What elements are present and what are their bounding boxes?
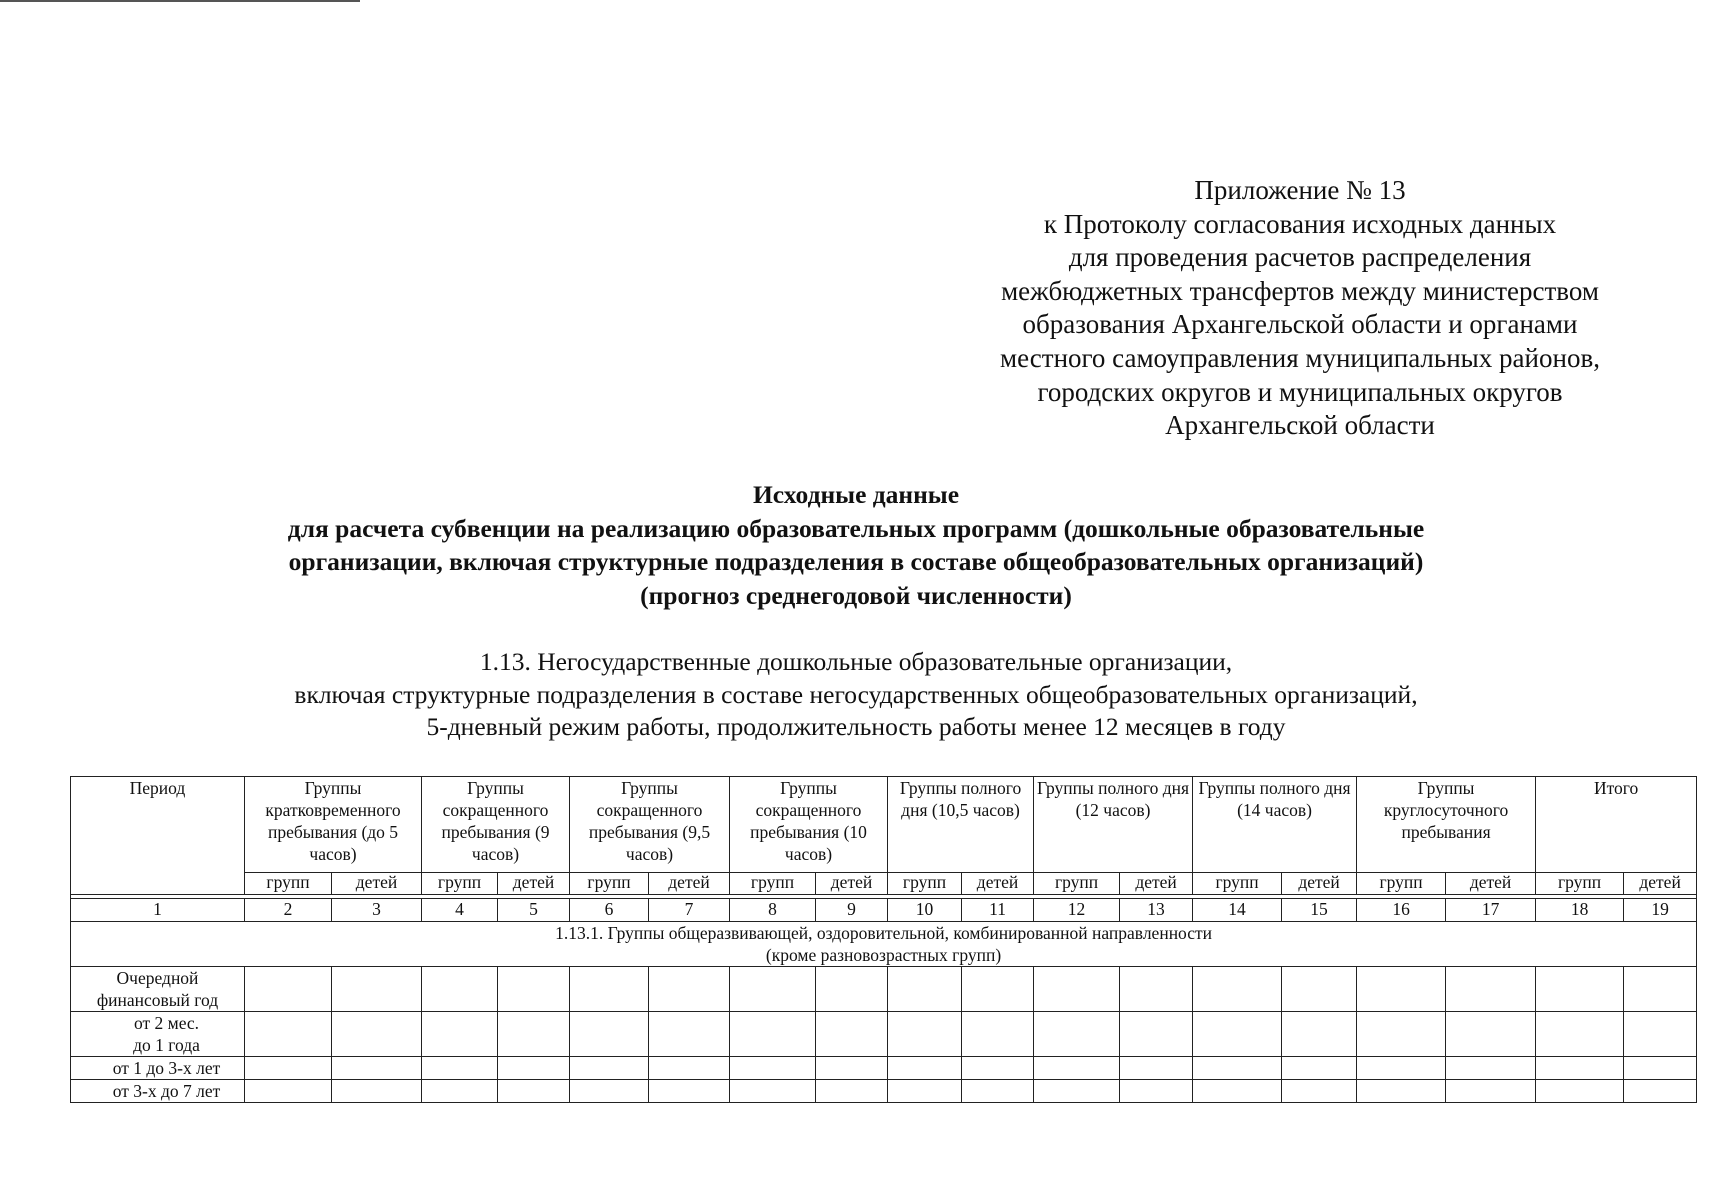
subheader-groups: групп [422, 873, 498, 895]
subheader-children: детей [1120, 873, 1193, 895]
data-cell[interactable] [1034, 1012, 1120, 1057]
document-title [0, 478, 1712, 612]
data-cell[interactable] [1357, 967, 1446, 1012]
subsection-title-line: 1.13.1. Группы общеразвивающей, оздоровительной, комбинированной направленности [555, 923, 1213, 943]
data-cell[interactable] [1357, 1057, 1446, 1080]
header-row [71, 777, 1697, 873]
annex-line: Приложение № 13 [1194, 175, 1406, 205]
data-cell[interactable] [1624, 1080, 1697, 1103]
data-cell[interactable] [1446, 1080, 1536, 1103]
column-number: 16 [1357, 899, 1446, 922]
subsection-title-line: (кроме разновозрастных групп) [765, 945, 1002, 965]
subheader-row [71, 873, 1697, 895]
column-number: 9 [816, 899, 888, 922]
data-cell[interactable] [649, 1080, 730, 1103]
data-cell[interactable] [730, 1012, 816, 1057]
title-line: организации, включая структурные подразделения в составе общеобразовательных организаций) [288, 547, 1424, 576]
data-cell[interactable] [1193, 1057, 1282, 1080]
data-cell[interactable] [1120, 967, 1193, 1012]
subheader-groups: групп [1034, 873, 1120, 895]
subsection-row [71, 922, 1697, 967]
data-cell[interactable] [1282, 1080, 1357, 1103]
data-cell[interactable] [245, 1012, 332, 1057]
data-cell[interactable] [1034, 1057, 1120, 1080]
subheader-children: детей [816, 873, 888, 895]
group-header: Группы полного дня (14 часов) [1193, 777, 1357, 873]
scan-edge-line [0, 0, 360, 2]
annex-line: для проведения расчетов распределения [1068, 242, 1532, 273]
title-line: Исходные данные [752, 480, 960, 509]
group-header: Группы сокращенного пребывания (9 часов) [422, 777, 570, 873]
subheader-children: детей [1446, 873, 1536, 895]
data-cell[interactable] [1120, 1057, 1193, 1080]
column-number: 8 [730, 899, 816, 922]
subheader-children: детей [1282, 873, 1357, 895]
data-cell[interactable] [1193, 1080, 1282, 1103]
subheader-groups: групп [245, 873, 332, 895]
section-line: 1.13. Негосударственные дошкольные образовательные организации, [479, 647, 1233, 676]
data-cell[interactable] [570, 967, 649, 1012]
annex-line: образования Архангельской области и органами [1022, 309, 1578, 340]
subheader-groups: групп [1357, 873, 1446, 895]
data-cell[interactable] [649, 1057, 730, 1080]
data-cell[interactable] [1624, 967, 1697, 1012]
data-cell[interactable] [962, 1080, 1034, 1103]
column-number: 5 [498, 899, 570, 922]
data-cell[interactable] [730, 967, 816, 1012]
data-cell[interactable] [816, 967, 888, 1012]
group-header: Группы полного дня (12 часов) [1034, 777, 1193, 873]
subheader-groups: групп [1536, 873, 1624, 895]
data-cell[interactable] [422, 1080, 498, 1103]
subheader-children: детей [1624, 873, 1697, 895]
column-number: 6 [570, 899, 649, 922]
period-header: Период [71, 777, 245, 895]
column-number: 18 [1536, 899, 1624, 922]
data-cell[interactable] [1446, 1012, 1536, 1057]
data-cell[interactable] [730, 1080, 816, 1103]
annex-header [930, 174, 1670, 443]
data-cell[interactable] [649, 1012, 730, 1057]
group-header: Группы круглосуточного пребывания [1357, 777, 1536, 873]
column-number: 13 [1120, 899, 1193, 922]
data-cell[interactable] [1624, 1012, 1697, 1057]
section-line: включая структурные подразделения в составе негосударственных общеобразовательных организаций, [294, 679, 1418, 709]
column-number: 19 [1624, 899, 1697, 922]
data-cell[interactable] [498, 1057, 570, 1080]
group-header: Группы кратковременного пребывания (до 5 часов) [245, 777, 422, 873]
data-cell[interactable] [1193, 967, 1282, 1012]
data-cell[interactable] [888, 1012, 962, 1057]
annex-line: к Протоколу согласования исходных данных [1043, 208, 1557, 239]
row-label-line: до 1 года [133, 1035, 200, 1055]
subheader-children: детей [649, 873, 730, 895]
row-label [71, 1012, 245, 1057]
data-cell[interactable] [1446, 1057, 1536, 1080]
data-cell[interactable] [245, 1080, 332, 1103]
subheader-groups: групп [1193, 873, 1282, 895]
data-cell[interactable] [1357, 1080, 1446, 1103]
data-cell[interactable] [1282, 967, 1357, 1012]
row-label-line: финансовый год [96, 990, 219, 1010]
data-cell[interactable] [245, 1057, 332, 1080]
column-number: 10 [888, 899, 962, 922]
annex-line: Архангельской области [1165, 410, 1435, 441]
annex-line: местного самоуправления муниципальных районов, [1000, 342, 1600, 373]
subheader-children: детей [498, 873, 570, 895]
group-header: Группы полного дня (10,5 часов) [888, 777, 1034, 873]
table-row [71, 967, 1697, 1012]
subheader-groups: групп [888, 873, 962, 895]
data-cell[interactable] [422, 967, 498, 1012]
column-number: 1 [71, 899, 245, 922]
row-label [71, 967, 245, 1012]
column-number: 15 [1282, 899, 1357, 922]
data-cell[interactable] [570, 1012, 649, 1057]
data-cell[interactable] [422, 1057, 498, 1080]
total-header: Итого [1536, 777, 1697, 873]
annex-line: городских округов и муниципальных округов [1037, 376, 1563, 407]
data-cell[interactable] [498, 967, 570, 1012]
data-cell[interactable] [1357, 1012, 1446, 1057]
data-cell[interactable] [1536, 1057, 1624, 1080]
data-cell[interactable] [1120, 1012, 1193, 1057]
data-cell[interactable] [498, 1080, 570, 1103]
data-cell[interactable] [332, 1012, 422, 1057]
data-cell[interactable] [1536, 967, 1624, 1012]
data-cell[interactable] [888, 1057, 962, 1080]
table-row [71, 1012, 1697, 1057]
column-number-row [71, 899, 1697, 922]
subheader-groups: групп [730, 873, 816, 895]
data-cell[interactable] [1624, 1057, 1697, 1080]
column-number: 17 [1446, 899, 1536, 922]
data-cell[interactable] [422, 1012, 498, 1057]
data-cell[interactable] [245, 967, 332, 1012]
column-number: 14 [1193, 899, 1282, 922]
column-number: 7 [649, 899, 730, 922]
data-cell[interactable] [1120, 1080, 1193, 1103]
table-row [71, 1080, 1697, 1103]
annex-line: межбюджетных трансфертов между министерством [1001, 275, 1599, 306]
column-number: 3 [332, 899, 422, 922]
data-cell[interactable] [816, 1080, 888, 1103]
row-label: от 3-х до 7 лет [71, 1080, 245, 1103]
subsection-title [71, 922, 1697, 967]
data-cell[interactable] [730, 1057, 816, 1080]
data-cell[interactable] [332, 1080, 422, 1103]
title-line: (прогноз среднегодовой численности) [640, 580, 1072, 610]
data-cell[interactable] [962, 967, 1034, 1012]
data-cell[interactable] [1282, 1057, 1357, 1080]
column-number: 2 [245, 899, 332, 922]
row-label-line: от 2 мес. [133, 1013, 200, 1033]
data-cell[interactable] [888, 1080, 962, 1103]
table-row [71, 1057, 1697, 1080]
data-table [70, 776, 1697, 1103]
subheader-children: детей [962, 873, 1034, 895]
data-cell[interactable] [1536, 1012, 1624, 1057]
data-cell[interactable] [1536, 1080, 1624, 1103]
row-label: от 1 до 3-х лет [71, 1057, 245, 1080]
group-header: Группы сокращенного пребывания (10 часов) [730, 777, 888, 873]
data-cell[interactable] [498, 1012, 570, 1057]
title-line: для расчета субвенции на реализацию образовательных программ (дошкольные образовательные [287, 513, 1425, 543]
data-cell[interactable] [570, 1080, 649, 1103]
data-cell[interactable] [816, 1057, 888, 1080]
data-cell[interactable] [649, 967, 730, 1012]
data-cell[interactable] [962, 1057, 1034, 1080]
data-cell[interactable] [1034, 967, 1120, 1012]
data-cell[interactable] [962, 1012, 1034, 1057]
data-cell[interactable] [1446, 967, 1536, 1012]
data-cell[interactable] [332, 1057, 422, 1080]
data-cell[interactable] [570, 1057, 649, 1080]
group-header: Группы сокращенного пребывания (9,5 часов) [570, 777, 730, 873]
section-heading [0, 646, 1712, 744]
data-cell[interactable] [332, 967, 422, 1012]
row-label-line: Очередной [116, 968, 199, 988]
column-number: 4 [422, 899, 498, 922]
data-cell[interactable] [1034, 1080, 1120, 1103]
section-line: 5-дневный режим работы, продолжительность работы менее 12 месяцев в году [426, 712, 1286, 741]
data-cell[interactable] [888, 967, 962, 1012]
subheader-groups: групп [570, 873, 649, 895]
subheader-children: детей [332, 873, 422, 895]
column-number: 11 [962, 899, 1034, 922]
data-cell[interactable] [1193, 1012, 1282, 1057]
column-number: 12 [1034, 899, 1120, 922]
data-cell[interactable] [816, 1012, 888, 1057]
data-cell[interactable] [1282, 1012, 1357, 1057]
